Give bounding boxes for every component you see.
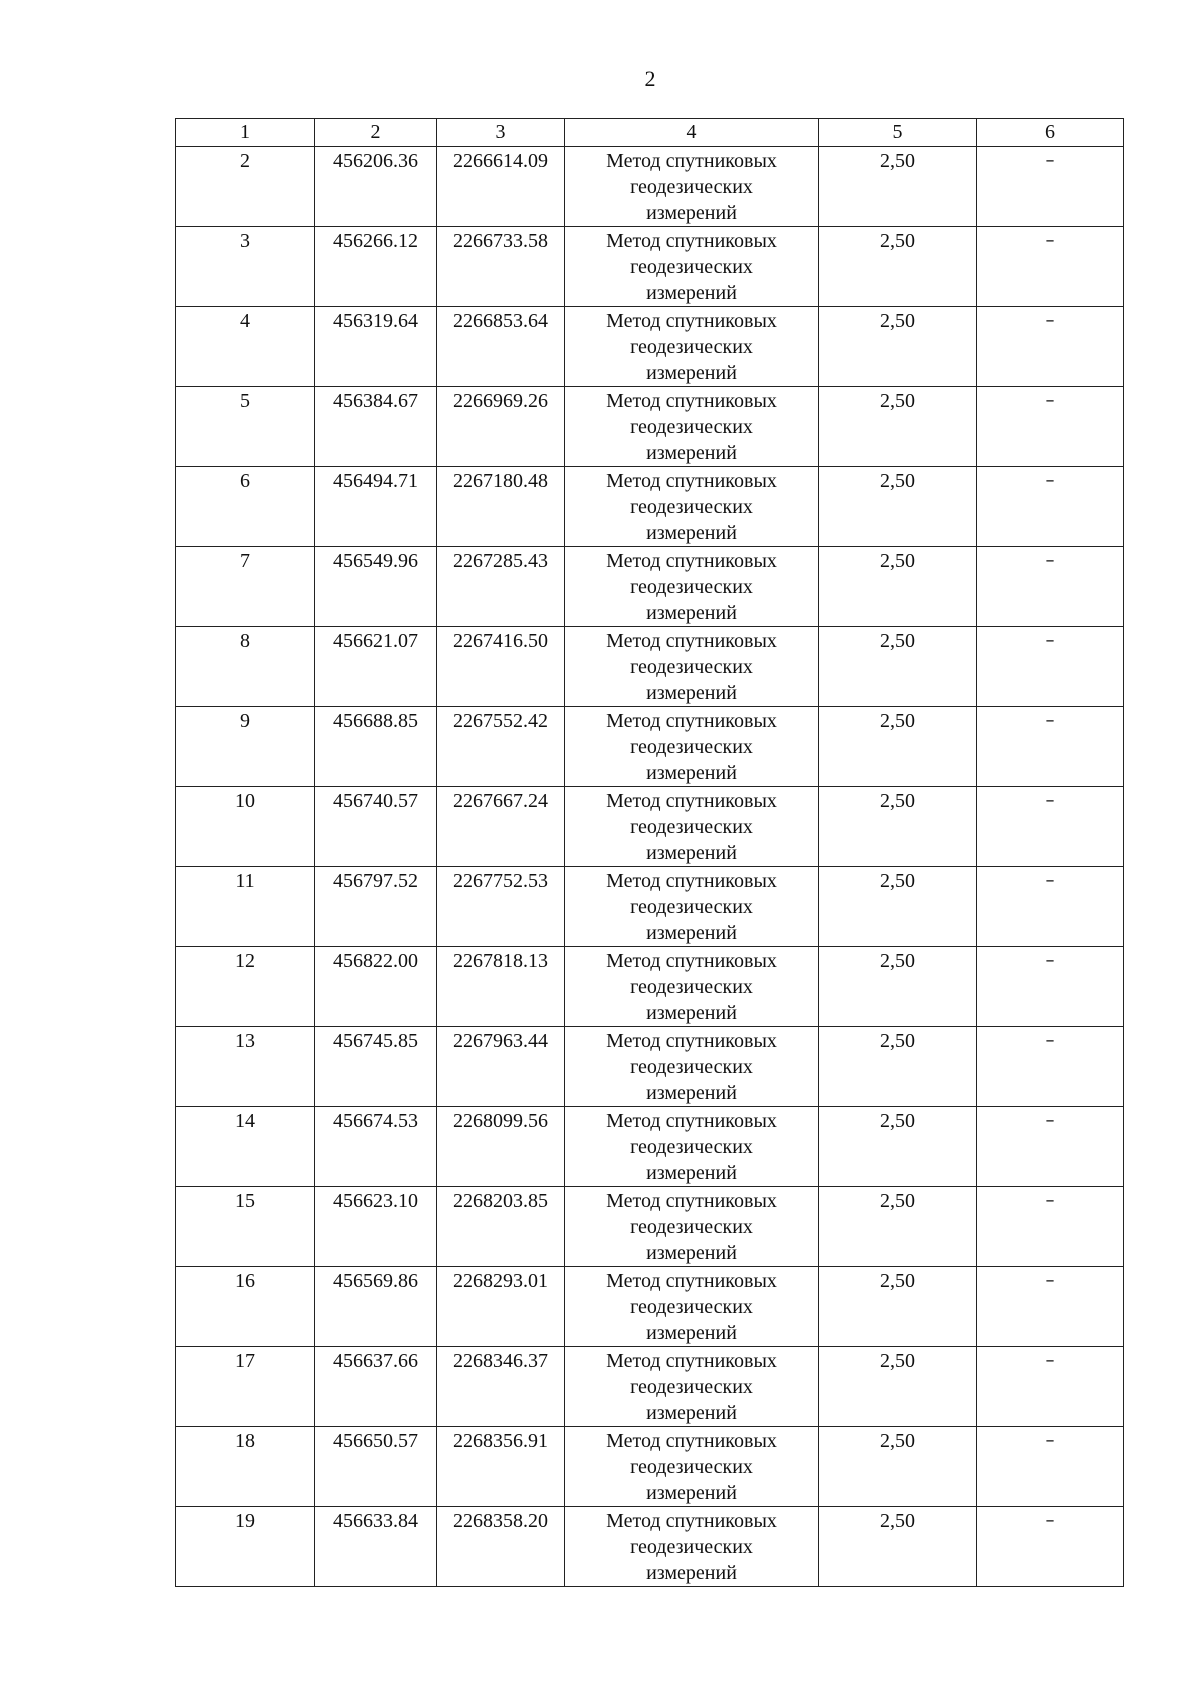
note-cell: –	[977, 1187, 1124, 1267]
note-cell: –	[977, 227, 1124, 307]
y-coordinate-cell: 2268203.85	[437, 1187, 565, 1267]
method-line: Метод спутниковых	[606, 870, 777, 892]
point-number-cell: 5	[176, 387, 315, 467]
method-line: геодезических	[630, 336, 753, 358]
accuracy-cell: 2,50	[819, 1427, 977, 1507]
x-coordinate-cell: 456569.86	[315, 1267, 437, 1347]
x-coordinate-cell: 456623.10	[315, 1187, 437, 1267]
method-line: измерений	[646, 442, 737, 464]
method-line: геодезических	[630, 176, 753, 198]
accuracy-cell: 2,50	[819, 707, 977, 787]
accuracy-cell: 2,50	[819, 1107, 977, 1187]
x-coordinate-cell: 456206.36	[315, 147, 437, 227]
method-line: геодезических	[630, 576, 753, 598]
method-line: Метод спутниковых	[606, 1030, 777, 1052]
method-cell	[565, 307, 819, 387]
y-coordinate-cell: 2268346.37	[437, 1347, 565, 1427]
x-coordinate-cell: 456384.67	[315, 387, 437, 467]
method-line: Метод спутниковых	[606, 790, 777, 812]
point-number-cell: 19	[176, 1507, 315, 1587]
method-cell	[565, 947, 819, 1027]
method-line: геодезических	[630, 256, 753, 278]
table-row	[176, 467, 1124, 547]
y-coordinate-cell: 2267416.50	[437, 627, 565, 707]
table-row	[176, 787, 1124, 867]
x-coordinate-cell: 456637.66	[315, 1347, 437, 1427]
table-body	[176, 119, 1124, 1587]
method-line: измерений	[646, 842, 737, 864]
method-cell	[565, 547, 819, 627]
method-cell	[565, 1347, 819, 1427]
table-row	[176, 227, 1124, 307]
method-cell	[565, 227, 819, 307]
method-cell	[565, 1107, 819, 1187]
method-line: измерений	[646, 762, 737, 784]
note-cell: –	[977, 787, 1124, 867]
method-line: геодезических	[630, 1216, 753, 1238]
accuracy-cell: 2,50	[819, 867, 977, 947]
method-line: Метод спутниковых	[606, 150, 777, 172]
method-line: Метод спутниковых	[606, 1190, 777, 1212]
method-cell	[565, 1427, 819, 1507]
y-coordinate-cell: 2268356.91	[437, 1427, 565, 1507]
y-coordinate-cell: 2266733.58	[437, 227, 565, 307]
point-number-cell: 2	[176, 147, 315, 227]
point-number-cell: 7	[176, 547, 315, 627]
table-row	[176, 1427, 1124, 1507]
y-coordinate-cell: 2267752.53	[437, 867, 565, 947]
note-cell: –	[977, 547, 1124, 627]
x-coordinate-cell: 456549.96	[315, 547, 437, 627]
method-line: Метод спутниковых	[606, 950, 777, 972]
note-cell: –	[977, 467, 1124, 547]
table-row	[176, 867, 1124, 947]
method-line: измерений	[646, 202, 737, 224]
x-coordinate-cell: 456494.71	[315, 467, 437, 547]
accuracy-cell: 2,50	[819, 787, 977, 867]
table-row	[176, 627, 1124, 707]
y-coordinate-cell: 2267180.48	[437, 467, 565, 547]
point-number-cell: 10	[176, 787, 315, 867]
method-cell	[565, 1267, 819, 1347]
point-number-cell: 18	[176, 1427, 315, 1507]
method-line: геодезических	[630, 1376, 753, 1398]
x-coordinate-cell: 456745.85	[315, 1027, 437, 1107]
note-cell: –	[977, 707, 1124, 787]
accuracy-cell: 2,50	[819, 307, 977, 387]
method-line: геодезических	[630, 656, 753, 678]
method-cell	[565, 1507, 819, 1587]
method-line: геодезических	[630, 736, 753, 758]
header-col-6: 6	[977, 119, 1124, 147]
y-coordinate-cell: 2268358.20	[437, 1507, 565, 1587]
header-col-4: 4	[565, 119, 819, 147]
method-line: измерений	[646, 522, 737, 544]
accuracy-cell: 2,50	[819, 1347, 977, 1427]
header-col-2: 2	[315, 119, 437, 147]
method-line: измерений	[646, 1242, 737, 1264]
page-number: 2	[644, 66, 656, 91]
point-number-cell: 16	[176, 1267, 315, 1347]
point-number-cell: 11	[176, 867, 315, 947]
note-cell: –	[977, 947, 1124, 1027]
accuracy-cell: 2,50	[819, 147, 977, 227]
x-coordinate-cell: 456650.57	[315, 1427, 437, 1507]
method-line: Метод спутниковых	[606, 1270, 777, 1292]
method-line: измерений	[646, 1402, 737, 1424]
point-number-cell: 8	[176, 627, 315, 707]
x-coordinate-cell: 456319.64	[315, 307, 437, 387]
method-line: Метод спутниковых	[606, 230, 777, 252]
method-line: Метод спутниковых	[606, 310, 777, 332]
method-line: измерений	[646, 922, 737, 944]
method-line: измерений	[646, 1082, 737, 1104]
accuracy-cell: 2,50	[819, 227, 977, 307]
table-row	[176, 1187, 1124, 1267]
point-number-cell: 3	[176, 227, 315, 307]
method-line: геодезических	[630, 1536, 753, 1558]
method-line: Метод спутниковых	[606, 630, 777, 652]
y-coordinate-cell: 2266614.09	[437, 147, 565, 227]
method-line: Метод спутниковых	[606, 1430, 777, 1452]
method-line: Метод спутниковых	[606, 1510, 777, 1532]
method-cell	[565, 1027, 819, 1107]
point-number-cell: 6	[176, 467, 315, 547]
point-number-cell: 13	[176, 1027, 315, 1107]
method-cell	[565, 387, 819, 467]
note-cell: –	[977, 867, 1124, 947]
note-cell: –	[977, 1427, 1124, 1507]
table-row	[176, 1507, 1124, 1587]
x-coordinate-cell: 456822.00	[315, 947, 437, 1027]
point-number-cell: 9	[176, 707, 315, 787]
y-coordinate-cell: 2266969.26	[437, 387, 565, 467]
note-cell: –	[977, 1107, 1124, 1187]
table-row	[176, 1107, 1124, 1187]
header-col-3: 3	[437, 119, 565, 147]
note-cell: –	[977, 1507, 1124, 1587]
x-coordinate-cell: 456633.84	[315, 1507, 437, 1587]
y-coordinate-cell: 2268099.56	[437, 1107, 565, 1187]
method-cell	[565, 867, 819, 947]
note-cell: –	[977, 1027, 1124, 1107]
method-cell	[565, 467, 819, 547]
table-row	[176, 1347, 1124, 1427]
point-number-cell: 14	[176, 1107, 315, 1187]
method-line: геодезических	[630, 816, 753, 838]
x-coordinate-cell: 456740.57	[315, 787, 437, 867]
method-line: геодезических	[630, 1056, 753, 1078]
table-row	[176, 947, 1124, 1027]
method-line: Метод спутниковых	[606, 1110, 777, 1132]
method-cell	[565, 147, 819, 227]
table-row	[176, 307, 1124, 387]
coordinates-table	[175, 118, 1124, 1587]
header-col-1: 1	[176, 119, 315, 147]
point-number-cell: 15	[176, 1187, 315, 1267]
method-line: измерений	[646, 282, 737, 304]
table-header-row	[176, 119, 1124, 147]
x-coordinate-cell: 456266.12	[315, 227, 437, 307]
method-line: Метод спутниковых	[606, 550, 777, 572]
method-cell	[565, 787, 819, 867]
table-row	[176, 1267, 1124, 1347]
method-cell	[565, 1187, 819, 1267]
table-row	[176, 707, 1124, 787]
accuracy-cell: 2,50	[819, 547, 977, 627]
y-coordinate-cell: 2267667.24	[437, 787, 565, 867]
note-cell: –	[977, 307, 1124, 387]
header-col-5: 5	[819, 119, 977, 147]
y-coordinate-cell: 2268293.01	[437, 1267, 565, 1347]
method-line: геодезических	[630, 1296, 753, 1318]
accuracy-cell: 2,50	[819, 1507, 977, 1587]
table-row	[176, 547, 1124, 627]
method-line: Метод спутниковых	[606, 710, 777, 732]
note-cell: –	[977, 147, 1124, 227]
accuracy-cell: 2,50	[819, 947, 977, 1027]
y-coordinate-cell: 2266853.64	[437, 307, 565, 387]
method-line: измерений	[646, 1482, 737, 1504]
method-line: геодезических	[630, 416, 753, 438]
point-number-cell: 17	[176, 1347, 315, 1427]
x-coordinate-cell: 456621.07	[315, 627, 437, 707]
point-number-cell: 4	[176, 307, 315, 387]
accuracy-cell: 2,50	[819, 1267, 977, 1347]
method-line: Метод спутниковых	[606, 470, 777, 492]
y-coordinate-cell: 2267818.13	[437, 947, 565, 1027]
accuracy-cell: 2,50	[819, 627, 977, 707]
y-coordinate-cell: 2267552.42	[437, 707, 565, 787]
method-line: измерений	[646, 682, 737, 704]
note-cell: –	[977, 627, 1124, 707]
method-line: измерений	[646, 602, 737, 624]
note-cell: –	[977, 1347, 1124, 1427]
point-number-cell: 12	[176, 947, 315, 1027]
method-line: геодезических	[630, 496, 753, 518]
x-coordinate-cell: 456688.85	[315, 707, 437, 787]
accuracy-cell: 2,50	[819, 1027, 977, 1107]
y-coordinate-cell: 2267285.43	[437, 547, 565, 627]
method-line: геодезических	[630, 896, 753, 918]
note-cell: –	[977, 1267, 1124, 1347]
method-line: измерений	[646, 1002, 737, 1024]
x-coordinate-cell: 456674.53	[315, 1107, 437, 1187]
table-row	[176, 147, 1124, 227]
table-row	[176, 387, 1124, 467]
method-line: измерений	[646, 1562, 737, 1584]
x-coordinate-cell: 456797.52	[315, 867, 437, 947]
table-row	[176, 1027, 1124, 1107]
accuracy-cell: 2,50	[819, 467, 977, 547]
note-cell: –	[977, 387, 1124, 467]
method-cell	[565, 707, 819, 787]
y-coordinate-cell: 2267963.44	[437, 1027, 565, 1107]
method-line: измерений	[646, 362, 737, 384]
method-line: Метод спутниковых	[606, 390, 777, 412]
accuracy-cell: 2,50	[819, 1187, 977, 1267]
accuracy-cell: 2,50	[819, 387, 977, 467]
method-line: измерений	[646, 1162, 737, 1184]
method-line: измерений	[646, 1322, 737, 1344]
method-line: геодезических	[630, 976, 753, 998]
method-line: геодезических	[630, 1456, 753, 1478]
method-line: геодезических	[630, 1136, 753, 1158]
method-line: Метод спутниковых	[606, 1350, 777, 1372]
method-cell	[565, 627, 819, 707]
